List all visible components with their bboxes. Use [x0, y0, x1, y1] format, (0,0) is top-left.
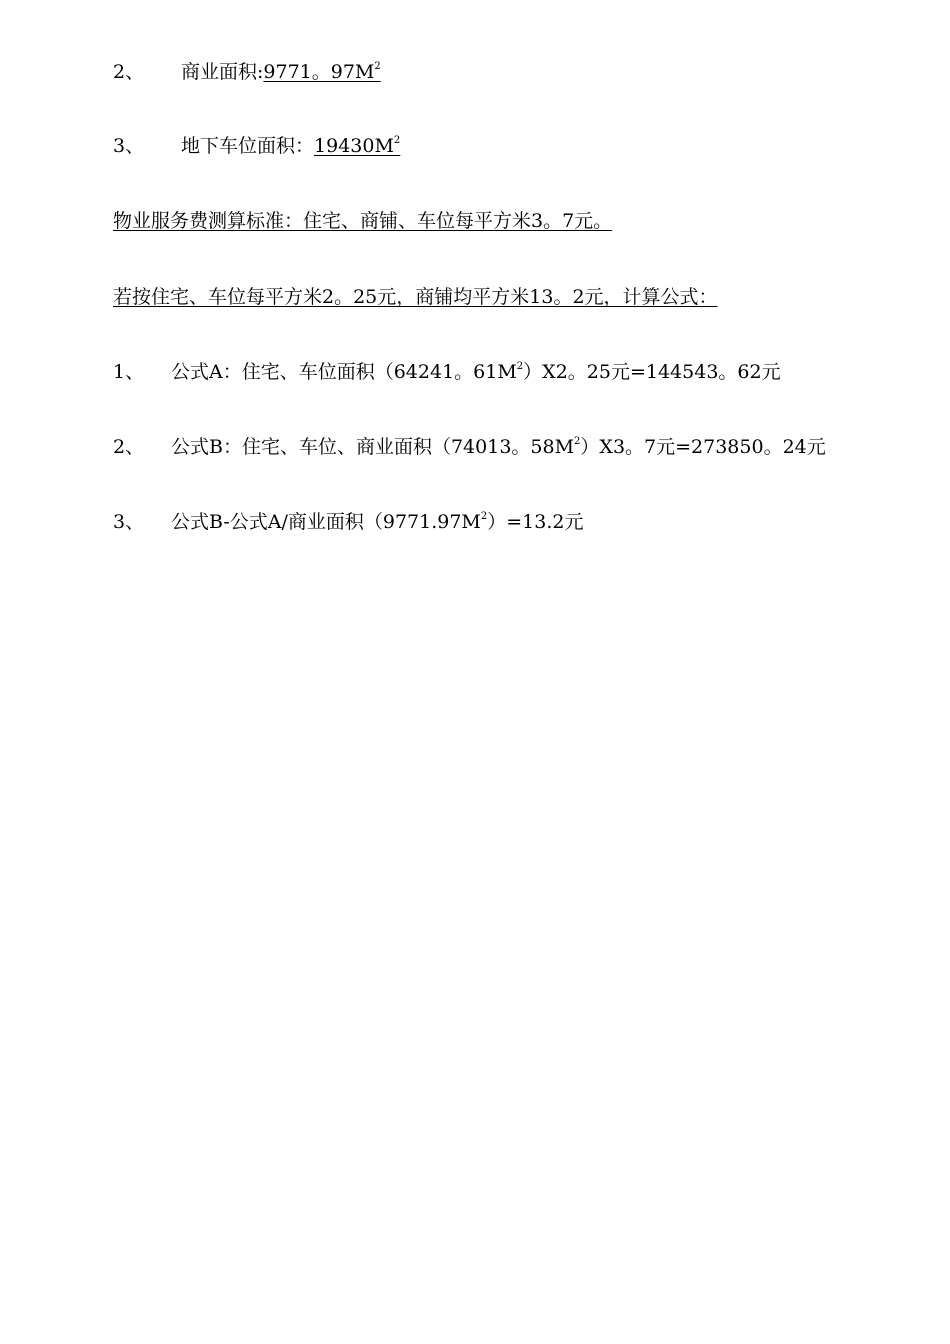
item-value-sup: 2 — [374, 61, 381, 72]
item-value-text: 19430M — [314, 135, 394, 157]
item-number: 3、 — [113, 135, 145, 157]
scenario-line: 若按住宅、车位每平方米2。25元，商铺均平方米13。2元，计算公式： — [113, 286, 718, 308]
formula-a — [113, 360, 781, 384]
item-label: 地下车位面积： — [181, 135, 315, 157]
formula-number: 3、 — [113, 511, 145, 533]
formula-sup: 2 — [516, 361, 524, 372]
item-value — [314, 135, 400, 157]
formula-sup: 2 — [574, 436, 581, 447]
item-value-sup: 2 — [393, 135, 401, 146]
item-commercial-area — [113, 60, 381, 84]
formula-text-pre: 公式B：住宅、车位、商业面积（74013。58M — [171, 436, 575, 458]
formula-text-post: ）=13.2元 — [487, 511, 584, 533]
item-value — [263, 61, 380, 83]
formula-text-post: ）X3。7元=273850。24元 — [580, 436, 826, 458]
item-number: 2、 — [113, 61, 145, 83]
formula-number: 2、 — [113, 436, 145, 458]
formula-text-pre: 公式A：住宅、车位面积（64241。61M — [171, 361, 517, 383]
formula-c — [113, 510, 584, 534]
formula-number: 1、 — [113, 361, 145, 383]
standard-line: 物业服务费测算标准：住宅、商铺、车位每平方米3。7元。 — [113, 210, 613, 232]
item-value-text: 9771。97M — [263, 61, 375, 83]
formula-text-post: ）X2。25元=144543。62元 — [523, 361, 781, 383]
formula-sup: 2 — [480, 511, 488, 522]
formula-b — [113, 435, 826, 459]
formula-text-pre: 公式B-公式A/商业面积（9771.97M — [171, 511, 481, 533]
item-parking-area — [113, 134, 400, 158]
item-label: 商业面积: — [181, 61, 264, 83]
